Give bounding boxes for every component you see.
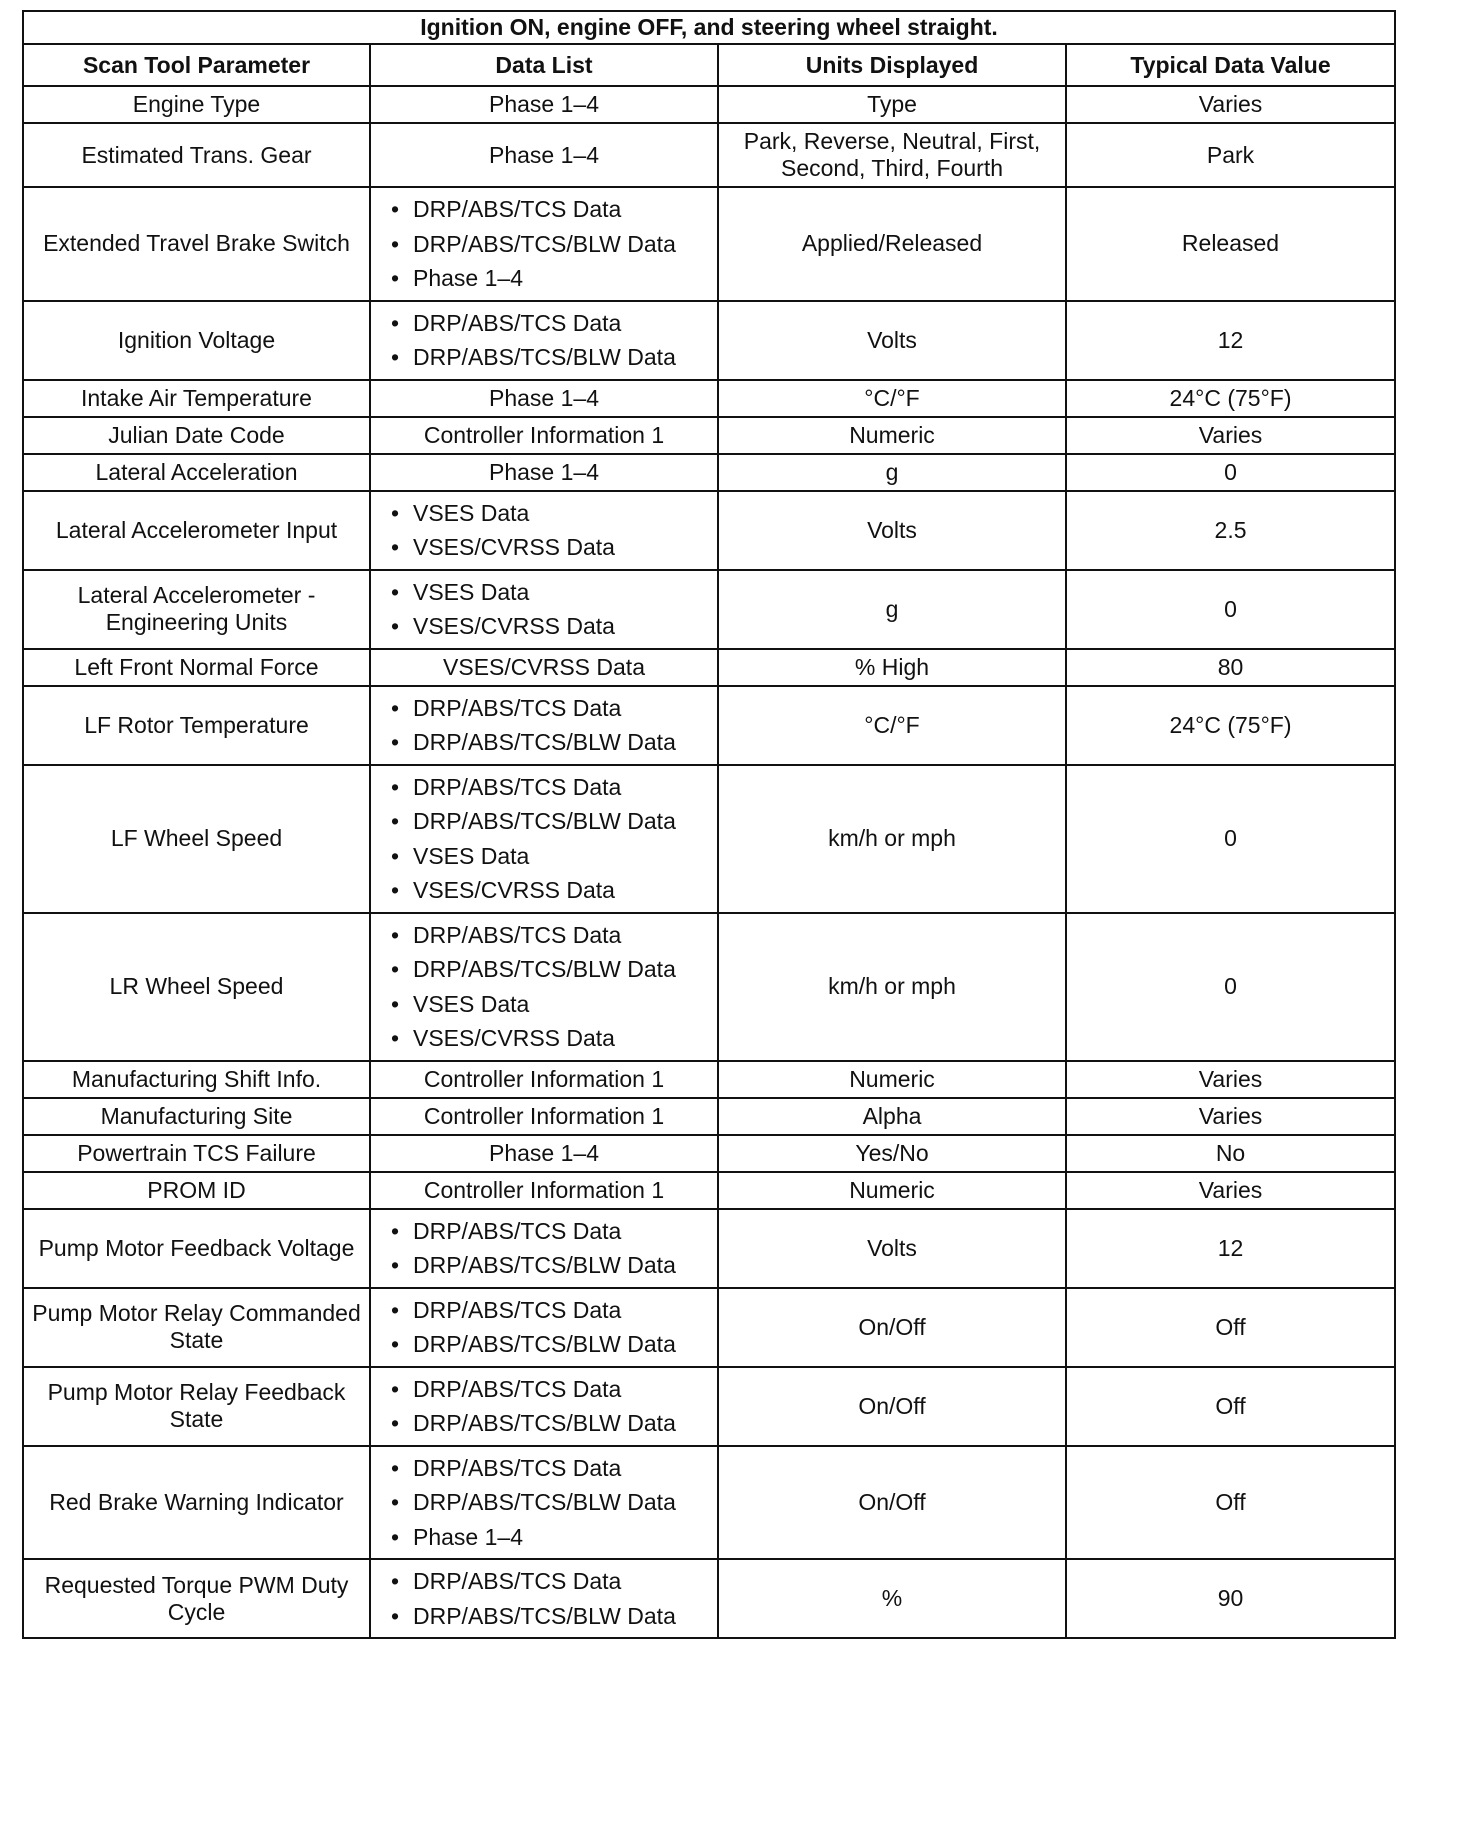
table-row [23,123,1395,187]
parameter-cell: Lateral Acceleration [23,454,370,491]
table-row [23,1098,1395,1135]
typical-value-cell: Varies [1066,86,1395,123]
data-list-cell: Controller Information 1 [370,1061,718,1098]
data-list-item: • DRP/ABS/TCS/BLW Data [391,1599,709,1634]
units-cell: On/Off [718,1446,1066,1560]
typical-value-cell: 2.5 [1066,491,1395,570]
typical-value-cell: 24°C (75°F) [1066,380,1395,417]
scan-tool-data-table [22,10,1396,1639]
column-header-typical-value: Typical Data Value [1066,44,1395,86]
parameter-cell: LF Wheel Speed [23,765,370,913]
data-list-item: • VSES/CVRSS Data [391,530,709,565]
data-list-item: • DRP/ABS/TCS/BLW Data [391,725,709,760]
units-cell: g [718,454,1066,491]
data-list-item: • DRP/ABS/TCS/BLW Data [391,1485,709,1520]
data-list-item: • VSES Data [391,987,709,1022]
table-row [23,301,1395,380]
table-row [23,1288,1395,1367]
units-cell: Alpha [718,1098,1066,1135]
table-row [23,380,1395,417]
data-list-item: • Phase 1–4 [391,261,709,296]
units-cell: Yes/No [718,1135,1066,1172]
parameter-cell: Estimated Trans. Gear [23,123,370,187]
parameter-cell: Julian Date Code [23,417,370,454]
data-list-cell [370,765,718,913]
data-list-cell [370,1446,718,1560]
typical-value-cell: Park [1066,123,1395,187]
units-cell: Volts [718,1209,1066,1288]
table-row [23,1209,1395,1288]
data-table-page [22,10,1394,1639]
column-header-parameter: Scan Tool Parameter [23,44,370,86]
units-cell: Volts [718,491,1066,570]
data-list-item: • DRP/ABS/TCS Data [391,770,709,805]
table-row [23,417,1395,454]
typical-value-cell: 90 [1066,1559,1395,1638]
data-list-cell: Controller Information 1 [370,417,718,454]
data-list-cell [370,913,718,1061]
typical-value-cell: Off [1066,1288,1395,1367]
typical-value-cell: 0 [1066,570,1395,649]
data-list-cell: Phase 1–4 [370,380,718,417]
units-cell: On/Off [718,1367,1066,1446]
parameter-cell: Pump Motor Relay Feedback State [23,1367,370,1446]
data-list-cell [370,491,718,570]
table-row [23,570,1395,649]
data-list-bullets [391,1293,709,1362]
data-list-item: • DRP/ABS/TCS Data [391,1214,709,1249]
data-list-bullets [391,1451,709,1555]
data-list-item: • VSES/CVRSS Data [391,1021,709,1056]
table-row [23,454,1395,491]
column-header-data-list: Data List [370,44,718,86]
data-list-cell: Phase 1–4 [370,454,718,491]
data-list-item: • DRP/ABS/TCS Data [391,192,709,227]
table-row [23,1172,1395,1209]
table-row [23,187,1395,301]
data-list-item: • VSES Data [391,839,709,874]
data-list-cell: Phase 1–4 [370,123,718,187]
table-row [23,86,1395,123]
parameter-cell: Extended Travel Brake Switch [23,187,370,301]
data-list-cell: Phase 1–4 [370,86,718,123]
data-list-cell [370,1288,718,1367]
data-list-bullets [391,496,709,565]
data-list-bullets [391,1372,709,1441]
data-list-bullets [391,691,709,760]
typical-value-cell: Varies [1066,417,1395,454]
data-list-item: • DRP/ABS/TCS/BLW Data [391,227,709,262]
typical-value-cell: Varies [1066,1098,1395,1135]
typical-value-cell: 80 [1066,649,1395,686]
table-condition-title: Ignition ON, engine OFF, and steering wheel straight. [23,11,1395,44]
parameter-cell: LR Wheel Speed [23,913,370,1061]
parameter-cell: Red Brake Warning Indicator [23,1446,370,1560]
table-row [23,491,1395,570]
parameter-cell: Powertrain TCS Failure [23,1135,370,1172]
parameter-cell: Lateral Accelerometer - Engineering Units [23,570,370,649]
data-list-item: • DRP/ABS/TCS/BLW Data [391,1248,709,1283]
table-body [23,86,1395,1638]
data-list-cell: Controller Information 1 [370,1098,718,1135]
units-cell: Applied/Released [718,187,1066,301]
data-list-bullets [391,1564,709,1633]
units-cell: °C/°F [718,686,1066,765]
units-cell: km/h or mph [718,765,1066,913]
data-list-item: • Phase 1–4 [391,1520,709,1555]
parameter-cell: Left Front Normal Force [23,649,370,686]
data-list-item: • DRP/ABS/TCS Data [391,1372,709,1407]
parameter-cell: LF Rotor Temperature [23,686,370,765]
data-list-bullets [391,1214,709,1283]
condition-row [23,11,1395,44]
parameter-cell: Pump Motor Feedback Voltage [23,1209,370,1288]
units-cell: Numeric [718,1061,1066,1098]
table-row [23,913,1395,1061]
table-row [23,649,1395,686]
data-list-cell [370,301,718,380]
data-list-cell [370,187,718,301]
parameter-cell: Manufacturing Shift Info. [23,1061,370,1098]
units-cell: Volts [718,301,1066,380]
parameter-cell: Manufacturing Site [23,1098,370,1135]
units-cell: g [718,570,1066,649]
data-list-cell [370,1209,718,1288]
units-cell: Park, Reverse, Neutral, First, Second, Third, Fourth [718,123,1066,187]
data-list-item: • DRP/ABS/TCS Data [391,918,709,953]
data-list-bullets [391,306,709,375]
units-cell: % [718,1559,1066,1638]
typical-value-cell: 12 [1066,301,1395,380]
data-list-bullets [391,770,709,908]
table-row [23,686,1395,765]
parameter-cell: Ignition Voltage [23,301,370,380]
data-list-item: • VSES Data [391,575,709,610]
data-list-item: • DRP/ABS/TCS/BLW Data [391,804,709,839]
data-list-cell: Phase 1–4 [370,1135,718,1172]
table-row [23,765,1395,913]
typical-value-cell: 0 [1066,765,1395,913]
typical-value-cell: 12 [1066,1209,1395,1288]
data-list-bullets [391,575,709,644]
data-list-cell [370,686,718,765]
data-list-item: • VSES Data [391,496,709,531]
data-list-item: • DRP/ABS/TCS/BLW Data [391,340,709,375]
data-list-cell [370,570,718,649]
typical-value-cell: Released [1066,187,1395,301]
data-list-item: • DRP/ABS/TCS Data [391,691,709,726]
units-cell: Numeric [718,417,1066,454]
typical-value-cell: 24°C (75°F) [1066,686,1395,765]
typical-value-cell: Off [1066,1446,1395,1560]
parameter-cell: Pump Motor Relay Commanded State [23,1288,370,1367]
parameter-cell: Intake Air Temperature [23,380,370,417]
data-list-cell [370,1367,718,1446]
table-row [23,1559,1395,1638]
parameter-cell: PROM ID [23,1172,370,1209]
column-header-units: Units Displayed [718,44,1066,86]
typical-value-cell: Varies [1066,1172,1395,1209]
table-row [23,1367,1395,1446]
parameter-cell: Engine Type [23,86,370,123]
typical-value-cell: No [1066,1135,1395,1172]
units-cell: On/Off [718,1288,1066,1367]
data-list-item: • DRP/ABS/TCS Data [391,1564,709,1599]
units-cell: km/h or mph [718,913,1066,1061]
units-cell: % High [718,649,1066,686]
data-list-item: • DRP/ABS/TCS Data [391,306,709,341]
data-list-item: • VSES/CVRSS Data [391,873,709,908]
data-list-bullets [391,918,709,1056]
units-cell: Type [718,86,1066,123]
data-list-bullets [391,192,709,296]
table-row [23,1061,1395,1098]
data-list-item: • DRP/ABS/TCS/BLW Data [391,1327,709,1362]
data-list-cell [370,1559,718,1638]
units-cell: Numeric [718,1172,1066,1209]
parameter-cell: Requested Torque PWM Duty Cycle [23,1559,370,1638]
typical-value-cell: Off [1066,1367,1395,1446]
data-list-item: • DRP/ABS/TCS Data [391,1451,709,1486]
table-row [23,1446,1395,1560]
parameter-cell: Lateral Accelerometer Input [23,491,370,570]
typical-value-cell: 0 [1066,913,1395,1061]
header-row [23,44,1395,86]
data-list-item: • DRP/ABS/TCS Data [391,1293,709,1328]
typical-value-cell: Varies [1066,1061,1395,1098]
data-list-item: • DRP/ABS/TCS/BLW Data [391,1406,709,1441]
typical-value-cell: 0 [1066,454,1395,491]
units-cell: °C/°F [718,380,1066,417]
data-list-item: • VSES/CVRSS Data [391,609,709,644]
data-list-cell: Controller Information 1 [370,1172,718,1209]
data-list-item: • DRP/ABS/TCS/BLW Data [391,952,709,987]
table-row [23,1135,1395,1172]
data-list-cell: VSES/CVRSS Data [370,649,718,686]
